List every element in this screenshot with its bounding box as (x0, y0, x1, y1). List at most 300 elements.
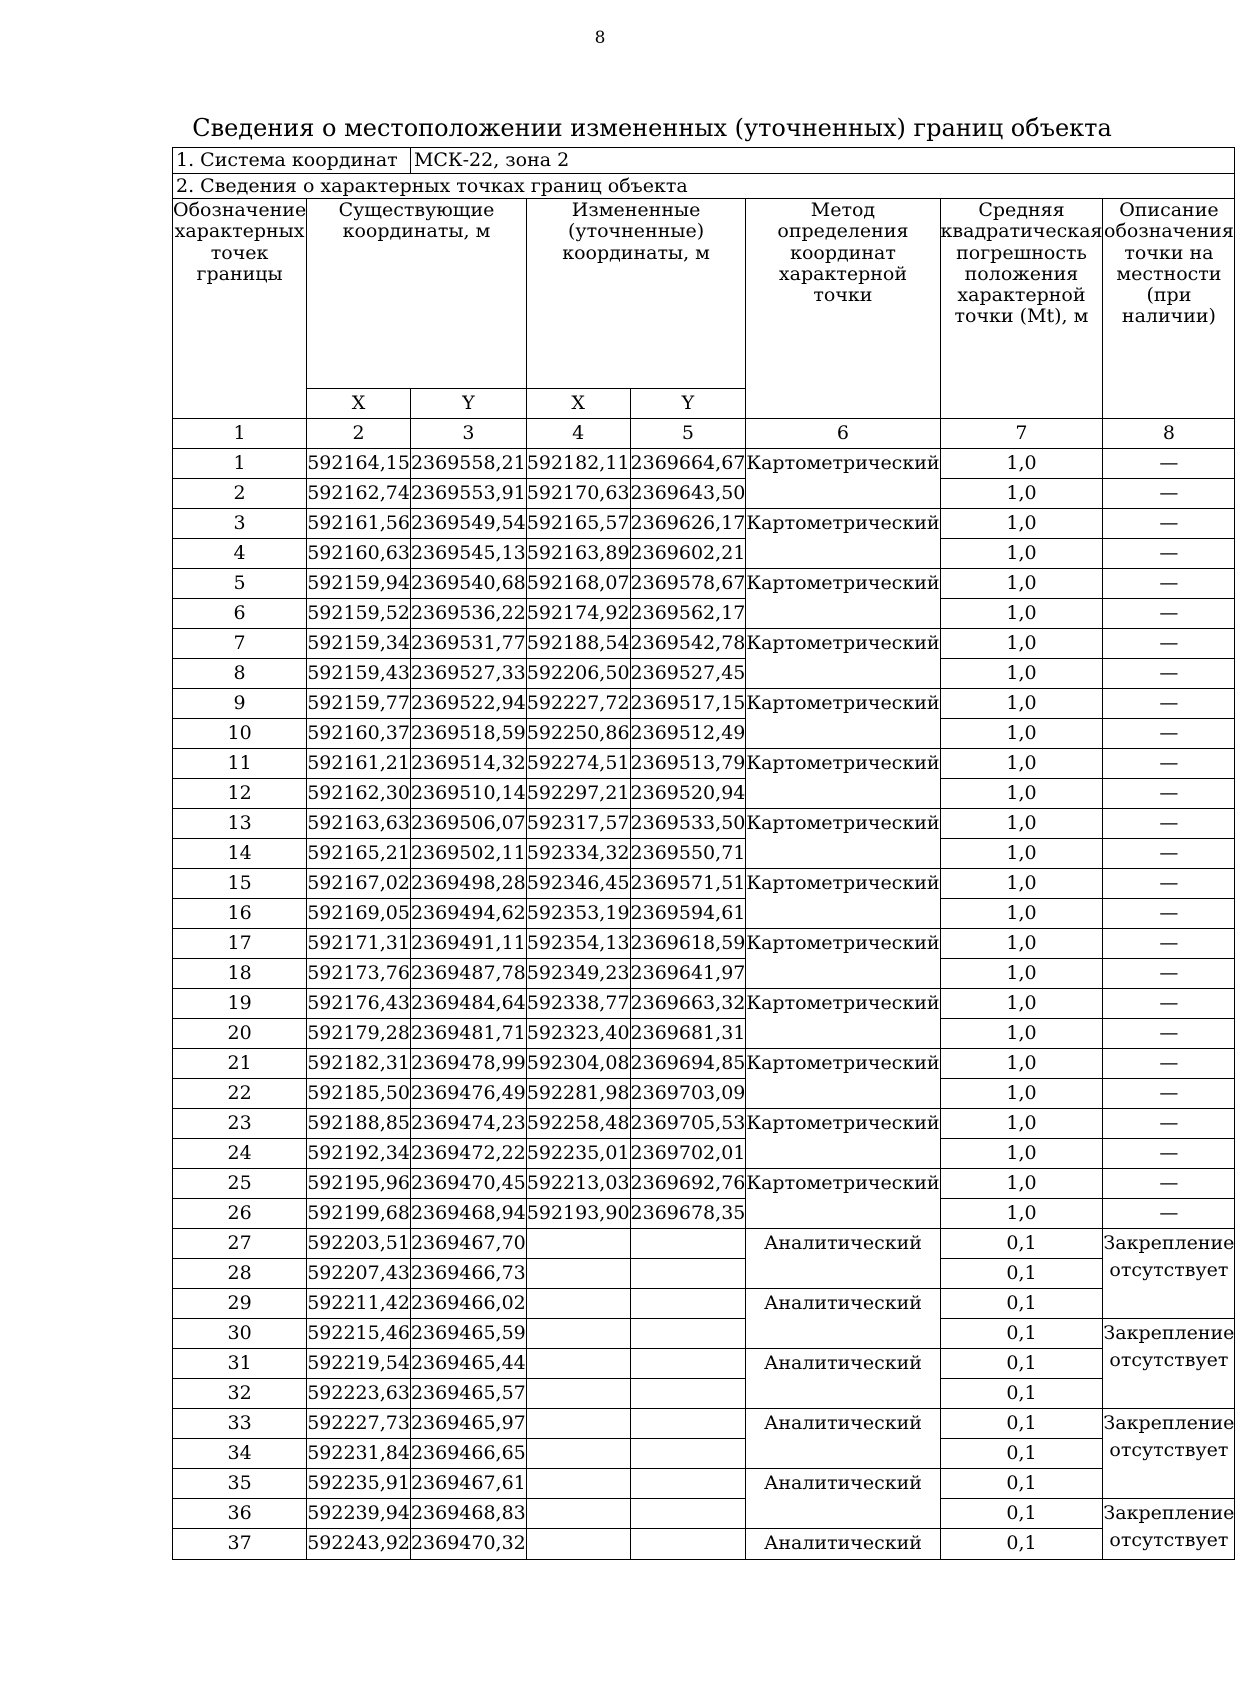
description-value: — (1103, 809, 1235, 839)
error-value: 1,0 (940, 959, 1103, 989)
changed-x: 592297,21 (526, 779, 630, 809)
changed-x (526, 1439, 630, 1469)
changed-y: 2369602,21 (630, 539, 746, 569)
changed-y: 2369664,67 (630, 449, 746, 479)
changed-y (630, 1439, 746, 1469)
existing-y: 2369470,45 (410, 1169, 526, 1199)
changed-y: 2369542,78 (630, 629, 746, 659)
existing-y: 2369465,57 (410, 1379, 526, 1409)
column-number: 2 (307, 419, 411, 449)
existing-x: 592161,56 (307, 509, 411, 539)
table-row (173, 479, 1235, 509)
method-cell: Аналитический (746, 1229, 940, 1289)
existing-y: 2369476,49 (410, 1079, 526, 1109)
method-cell: Картометрический (746, 629, 940, 689)
header-existing-coordinates: Существующие координаты, м (307, 199, 527, 389)
error-value: 0,1 (940, 1319, 1103, 1349)
description-value: — (1103, 569, 1235, 599)
changed-x: 592165,57 (526, 509, 630, 539)
error-value: 1,0 (940, 719, 1103, 749)
existing-y: 2369491,11 (410, 929, 526, 959)
column-number: 3 (410, 419, 526, 449)
error-value: 0,1 (940, 1469, 1103, 1499)
existing-y: 2369468,83 (410, 1499, 526, 1529)
description-value: — (1103, 1169, 1235, 1199)
existing-y: 2369467,70 (410, 1229, 526, 1259)
error-value: 1,0 (940, 779, 1103, 809)
error-value: 1,0 (940, 1139, 1103, 1169)
error-value: 1,0 (940, 989, 1103, 1019)
error-value: 1,0 (940, 1109, 1103, 1139)
description-cell: Закрепление отсутствует (1103, 1229, 1235, 1319)
error-value: 1,0 (940, 929, 1103, 959)
description-value: — (1103, 1109, 1235, 1139)
table-row (173, 1349, 1235, 1379)
table-row (173, 1529, 1235, 1560)
existing-y: 2369514,32 (410, 749, 526, 779)
point-number: 34 (173, 1439, 307, 1469)
error-value: 1,0 (940, 899, 1103, 929)
point-number: 8 (173, 659, 307, 689)
existing-y: 2369531,77 (410, 629, 526, 659)
description-value: — (1103, 839, 1235, 869)
changed-x: 592334,32 (526, 839, 630, 869)
point-number: 3 (173, 509, 307, 539)
existing-x: 592188,85 (307, 1109, 411, 1139)
error-value: 1,0 (940, 1049, 1103, 1079)
table-row (173, 689, 1235, 719)
table-row (173, 569, 1235, 599)
description-value: — (1103, 1139, 1235, 1169)
error-value: 1,0 (940, 749, 1103, 779)
changed-x: 592193,90 (526, 1199, 630, 1229)
existing-y: 2369549,54 (410, 509, 526, 539)
method-cell: Картометрический (746, 1169, 940, 1229)
changed-x: 592170,63 (526, 479, 630, 509)
point-number: 30 (173, 1319, 307, 1349)
description-value: — (1103, 959, 1235, 989)
description-value: — (1103, 899, 1235, 929)
changed-y: 2369703,09 (630, 1079, 746, 1109)
description-value: — (1103, 479, 1235, 509)
changed-y: 2369517,15 (630, 689, 746, 719)
changed-x: 592346,45 (526, 869, 630, 899)
changed-y: 2369681,31 (630, 1019, 746, 1049)
existing-y: 2369466,02 (410, 1289, 526, 1319)
point-number: 10 (173, 719, 307, 749)
table-row (173, 509, 1235, 539)
point-number: 21 (173, 1049, 307, 1079)
table-row (173, 1079, 1235, 1109)
header-description: Описание обозначения точки на местности (при наличии) (1103, 199, 1235, 419)
point-number: 6 (173, 599, 307, 629)
description-value: — (1103, 539, 1235, 569)
description-value: — (1103, 719, 1235, 749)
changed-y (630, 1229, 746, 1259)
points-section-row (173, 174, 1235, 199)
changed-x: 592168,07 (526, 569, 630, 599)
changed-y (630, 1529, 746, 1560)
table-row (173, 899, 1235, 929)
changed-x: 592174,92 (526, 599, 630, 629)
points-section-title: 2. Сведения о характерных точках границ объекта (173, 174, 1235, 199)
changed-x: 592235,01 (526, 1139, 630, 1169)
table-row (173, 1169, 1235, 1199)
header-method: Метод определения координат характерной точки (746, 199, 940, 419)
changed-x: 592323,40 (526, 1019, 630, 1049)
boundary-points-table (172, 147, 1235, 1560)
error-value: 1,0 (940, 509, 1103, 539)
changed-y: 2369520,94 (630, 779, 746, 809)
description-value: — (1103, 1199, 1235, 1229)
existing-x: 592192,34 (307, 1139, 411, 1169)
existing-x: 592159,52 (307, 599, 411, 629)
table-row (173, 719, 1235, 749)
error-value: 1,0 (940, 479, 1103, 509)
changed-x: 592206,50 (526, 659, 630, 689)
existing-x: 592160,37 (307, 719, 411, 749)
point-number: 24 (173, 1139, 307, 1169)
point-number: 36 (173, 1499, 307, 1529)
point-number: 15 (173, 869, 307, 899)
existing-x: 592195,96 (307, 1169, 411, 1199)
table-body (173, 449, 1235, 1560)
changed-x (526, 1229, 630, 1259)
column-numbers-row (173, 419, 1235, 449)
header-error: Средняя квадратическая погрешность положения характерной точки (Mt), м (940, 199, 1103, 419)
existing-y: 2369522,94 (410, 689, 526, 719)
coordinate-system-label: 1. Система координат (173, 148, 411, 174)
changed-x (526, 1319, 630, 1349)
changed-y: 2369705,53 (630, 1109, 746, 1139)
changed-y (630, 1409, 746, 1439)
description-value: — (1103, 749, 1235, 779)
existing-x: 592219,54 (307, 1349, 411, 1379)
header-existing-x: X (307, 389, 411, 419)
method-cell: Картометрический (746, 509, 940, 569)
existing-x: 592159,94 (307, 569, 411, 599)
table-row (173, 1439, 1235, 1469)
existing-x: 592227,73 (307, 1409, 411, 1439)
existing-y: 2369481,71 (410, 1019, 526, 1049)
description-cell: Закрепление отсутствует (1103, 1499, 1235, 1560)
existing-x: 592171,31 (307, 929, 411, 959)
changed-y: 2369641,97 (630, 959, 746, 989)
method-cell: Аналитический (746, 1409, 940, 1469)
point-number: 26 (173, 1199, 307, 1229)
column-number: 4 (526, 419, 630, 449)
existing-y: 2369518,59 (410, 719, 526, 749)
method-cell: Аналитический (746, 1289, 940, 1349)
table-row (173, 929, 1235, 959)
table-row (173, 449, 1235, 479)
point-number: 28 (173, 1259, 307, 1289)
existing-y: 2369474,23 (410, 1109, 526, 1139)
existing-x: 592165,21 (307, 839, 411, 869)
changed-y (630, 1349, 746, 1379)
changed-y: 2369571,51 (630, 869, 746, 899)
method-cell: Картометрический (746, 689, 940, 749)
table-row (173, 599, 1235, 629)
changed-y (630, 1499, 746, 1529)
description-value: — (1103, 449, 1235, 479)
table-row (173, 1109, 1235, 1139)
existing-y: 2369487,78 (410, 959, 526, 989)
point-number: 14 (173, 839, 307, 869)
error-value: 1,0 (940, 1079, 1103, 1109)
point-number: 11 (173, 749, 307, 779)
error-value: 1,0 (940, 629, 1103, 659)
point-number: 5 (173, 569, 307, 599)
error-value: 1,0 (940, 809, 1103, 839)
point-number: 7 (173, 629, 307, 659)
changed-x (526, 1349, 630, 1379)
existing-y: 2369558,21 (410, 449, 526, 479)
table-row (173, 1139, 1235, 1169)
table-row (173, 809, 1235, 839)
method-cell: Картометрический (746, 569, 940, 629)
error-value: 0,1 (940, 1349, 1103, 1379)
error-value: 0,1 (940, 1529, 1103, 1560)
existing-x: 592162,74 (307, 479, 411, 509)
column-number: 1 (173, 419, 307, 449)
error-value: 0,1 (940, 1289, 1103, 1319)
existing-y: 2369536,22 (410, 599, 526, 629)
method-cell: Аналитический (746, 1349, 940, 1409)
changed-y: 2369527,45 (630, 659, 746, 689)
column-number: 5 (630, 419, 746, 449)
point-number: 32 (173, 1379, 307, 1409)
changed-x (526, 1289, 630, 1319)
method-cell: Картометрический (746, 449, 940, 509)
error-value: 1,0 (940, 659, 1103, 689)
changed-y (630, 1289, 746, 1319)
point-number: 25 (173, 1169, 307, 1199)
point-number: 31 (173, 1349, 307, 1379)
column-number: 8 (1103, 419, 1235, 449)
changed-y (630, 1259, 746, 1289)
existing-y: 2369498,28 (410, 869, 526, 899)
existing-y: 2369470,32 (410, 1529, 526, 1560)
existing-x: 592235,91 (307, 1469, 411, 1499)
column-number: 6 (746, 419, 940, 449)
method-cell: Аналитический (746, 1469, 940, 1529)
changed-x: 592338,77 (526, 989, 630, 1019)
existing-y: 2369553,91 (410, 479, 526, 509)
description-value: — (1103, 1079, 1235, 1109)
changed-y: 2369678,35 (630, 1199, 746, 1229)
existing-x: 592179,28 (307, 1019, 411, 1049)
method-cell: Аналитический (746, 1529, 940, 1560)
point-number: 12 (173, 779, 307, 809)
existing-y: 2369472,22 (410, 1139, 526, 1169)
existing-x: 592207,43 (307, 1259, 411, 1289)
description-value: — (1103, 659, 1235, 689)
changed-y: 2369550,71 (630, 839, 746, 869)
error-value: 1,0 (940, 869, 1103, 899)
column-number: 7 (940, 419, 1103, 449)
table-row (173, 839, 1235, 869)
description-value: — (1103, 509, 1235, 539)
point-number: 37 (173, 1529, 307, 1560)
existing-x: 592163,63 (307, 809, 411, 839)
existing-x: 592243,92 (307, 1529, 411, 1560)
changed-y: 2369643,50 (630, 479, 746, 509)
existing-x: 592223,63 (307, 1379, 411, 1409)
existing-y: 2369510,14 (410, 779, 526, 809)
changed-y: 2369578,67 (630, 569, 746, 599)
point-number: 22 (173, 1079, 307, 1109)
table-row (173, 1469, 1235, 1499)
changed-y: 2369594,61 (630, 899, 746, 929)
table-row (173, 1049, 1235, 1079)
existing-y: 2369478,99 (410, 1049, 526, 1079)
existing-x: 592199,68 (307, 1199, 411, 1229)
changed-x: 592227,72 (526, 689, 630, 719)
existing-x: 592161,21 (307, 749, 411, 779)
changed-x: 592213,03 (526, 1169, 630, 1199)
coordinate-system-value: МСК-22, зона 2 (410, 148, 1234, 174)
changed-x: 592317,57 (526, 809, 630, 839)
changed-y: 2369618,59 (630, 929, 746, 959)
error-value: 0,1 (940, 1499, 1103, 1529)
table-row (173, 1259, 1235, 1289)
point-number: 17 (173, 929, 307, 959)
table-row (173, 539, 1235, 569)
table-row (173, 1499, 1235, 1529)
existing-x: 592164,15 (307, 449, 411, 479)
description-cell: Закрепление отсутствует (1103, 1409, 1235, 1499)
error-value: 0,1 (940, 1439, 1103, 1469)
existing-x: 592182,31 (307, 1049, 411, 1079)
point-number: 18 (173, 959, 307, 989)
point-number: 19 (173, 989, 307, 1019)
point-number: 4 (173, 539, 307, 569)
changed-x (526, 1409, 630, 1439)
existing-y: 2369506,07 (410, 809, 526, 839)
changed-x (526, 1379, 630, 1409)
header-changed-coordinates: Измененные (уточненные) координаты, м (526, 199, 746, 389)
changed-y: 2369663,32 (630, 989, 746, 1019)
error-value: 1,0 (940, 1199, 1103, 1229)
method-cell: Картометрический (746, 809, 940, 869)
changed-x: 592182,11 (526, 449, 630, 479)
changed-y (630, 1469, 746, 1499)
method-cell: Картометрический (746, 929, 940, 989)
point-number: 23 (173, 1109, 307, 1139)
existing-x: 592185,50 (307, 1079, 411, 1109)
point-number: 20 (173, 1019, 307, 1049)
existing-y: 2369502,11 (410, 839, 526, 869)
method-cell: Картометрический (746, 1109, 940, 1169)
header-row (173, 199, 1235, 389)
header-existing-y: Y (410, 389, 526, 419)
table-row (173, 779, 1235, 809)
existing-x: 592239,94 (307, 1499, 411, 1529)
existing-x: 592162,30 (307, 779, 411, 809)
existing-y: 2369467,61 (410, 1469, 526, 1499)
point-number: 29 (173, 1289, 307, 1319)
changed-y: 2369513,79 (630, 749, 746, 779)
changed-y: 2369512,49 (630, 719, 746, 749)
changed-x: 592188,54 (526, 629, 630, 659)
changed-x: 592250,86 (526, 719, 630, 749)
existing-y: 2369465,59 (410, 1319, 526, 1349)
method-cell: Картометрический (746, 989, 940, 1049)
existing-y: 2369545,13 (410, 539, 526, 569)
header-changed-y: Y (630, 389, 746, 419)
changed-y: 2369533,50 (630, 809, 746, 839)
method-cell: Картометрический (746, 869, 940, 929)
table-row (173, 749, 1235, 779)
table-row (173, 1319, 1235, 1349)
header-changed-x: X (526, 389, 630, 419)
document-title: Сведения о местоположении измененных (уточненных) границ объекта (192, 114, 1112, 142)
existing-x: 592160,63 (307, 539, 411, 569)
description-cell: Закрепление отсутствует (1103, 1319, 1235, 1409)
existing-x: 592231,84 (307, 1439, 411, 1469)
point-number: 27 (173, 1229, 307, 1259)
changed-y: 2369702,01 (630, 1139, 746, 1169)
changed-y: 2369626,17 (630, 509, 746, 539)
method-cell: Картометрический (746, 749, 940, 809)
error-value: 1,0 (940, 599, 1103, 629)
error-value: 1,0 (940, 1169, 1103, 1199)
point-number: 1 (173, 449, 307, 479)
changed-x: 592354,13 (526, 929, 630, 959)
page-number: 8 (594, 28, 606, 48)
description-value: — (1103, 629, 1235, 659)
description-value: — (1103, 779, 1235, 809)
error-value: 0,1 (940, 1409, 1103, 1439)
existing-x: 592159,34 (307, 629, 411, 659)
error-value: 1,0 (940, 569, 1103, 599)
table-row (173, 1199, 1235, 1229)
existing-y: 2369484,64 (410, 989, 526, 1019)
existing-x: 592176,43 (307, 989, 411, 1019)
changed-x: 592163,89 (526, 539, 630, 569)
changed-y (630, 1379, 746, 1409)
existing-y: 2369466,65 (410, 1439, 526, 1469)
table-row (173, 1019, 1235, 1049)
existing-y: 2369494,62 (410, 899, 526, 929)
error-value: 1,0 (940, 839, 1103, 869)
description-value: — (1103, 869, 1235, 899)
existing-x: 592167,02 (307, 869, 411, 899)
changed-y (630, 1319, 746, 1349)
existing-x: 592211,42 (307, 1289, 411, 1319)
changed-x: 592274,51 (526, 749, 630, 779)
description-value: — (1103, 599, 1235, 629)
table-row (173, 629, 1235, 659)
changed-x (526, 1529, 630, 1560)
description-value: — (1103, 1049, 1235, 1079)
changed-y: 2369692,76 (630, 1169, 746, 1199)
table-row (173, 1409, 1235, 1439)
point-number: 2 (173, 479, 307, 509)
description-value: — (1103, 929, 1235, 959)
error-value: 1,0 (940, 539, 1103, 569)
existing-x: 592169,05 (307, 899, 411, 929)
error-value: 0,1 (940, 1229, 1103, 1259)
coordinate-system-row (173, 148, 1235, 174)
point-number: 9 (173, 689, 307, 719)
point-number: 13 (173, 809, 307, 839)
existing-x: 592159,43 (307, 659, 411, 689)
changed-x: 592353,19 (526, 899, 630, 929)
changed-x: 592258,48 (526, 1109, 630, 1139)
existing-x: 592159,77 (307, 689, 411, 719)
